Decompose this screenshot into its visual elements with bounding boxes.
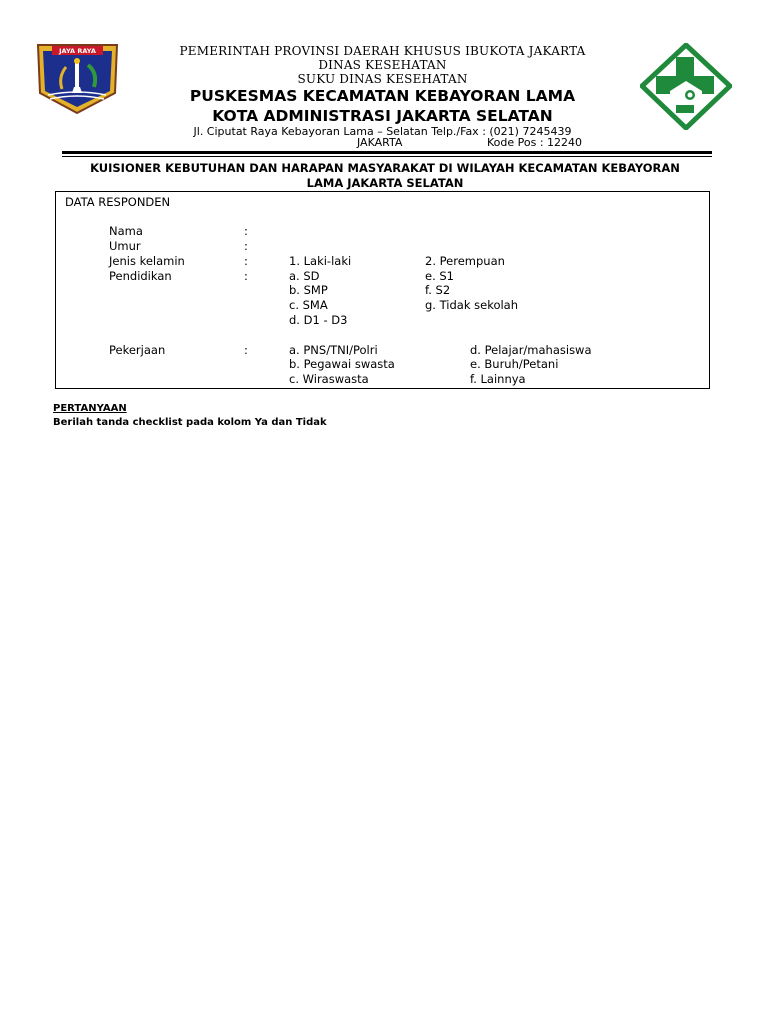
field-colon: : xyxy=(244,343,248,357)
questionnaire-title-line1: KUISIONER KEBUTUHAN DAN HARAPAN MASYARAKAT DI WILAYAH KECAMATAN KEBAYORAN xyxy=(90,161,680,175)
questionnaire-title-line2: LAMA JAKARTA SELATAN xyxy=(306,176,464,190)
header-address: Jl. Ciputat Raya Kebayoran Lama – Selatan Telp./Fax : (021) 7245439 xyxy=(193,125,572,138)
header-department: DINAS KESEHATAN xyxy=(318,58,447,72)
education-option[interactable]: b. SMP xyxy=(289,283,328,297)
education-option[interactable]: f. S2 xyxy=(425,283,451,297)
gender-option[interactable]: 2. Perempuan xyxy=(425,254,505,268)
field-colon: : xyxy=(244,239,248,253)
respondent-heading: DATA RESPONDEN xyxy=(65,195,171,209)
education-option[interactable]: c. SMA xyxy=(289,298,328,312)
education-option[interactable]: g. Tidak sekolah xyxy=(425,298,519,312)
job-option[interactable]: c. Wiraswasta xyxy=(289,372,369,386)
job-option[interactable]: e. Buruh/Petani xyxy=(470,357,559,371)
header-subdepartment: SUKU DINAS KESEHATAN xyxy=(297,72,468,86)
field-colon: : xyxy=(244,224,248,238)
field-label-nama: Nama xyxy=(109,224,143,238)
field-colon: : xyxy=(244,269,248,283)
header-government: PEMERINTAH PROVINSI DAERAH KHUSUS IBUKOTA JAKARTA xyxy=(179,44,586,58)
field-label-pendidikan: Pendidikan xyxy=(109,269,172,283)
field-label-pekerjaan: Pekerjaan xyxy=(109,343,166,357)
questions-instruction: Berilah tanda checklist pada kolom Ya dan Tidak xyxy=(53,417,327,428)
job-option[interactable]: f. Lainnya xyxy=(470,372,526,386)
respondent-data-box xyxy=(55,191,710,389)
header-city-name: JAKARTA xyxy=(357,136,403,149)
job-option[interactable]: d. Pelajar/mahasiswa xyxy=(470,343,592,357)
job-option[interactable]: b. Pegawai swasta xyxy=(289,357,395,371)
field-label-umur: Umur xyxy=(109,239,141,253)
header-rule-thin xyxy=(62,156,712,157)
education-option[interactable]: a. SD xyxy=(289,269,320,283)
job-option[interactable]: a. PNS/TNI/Polri xyxy=(289,343,378,357)
header-rule-thick xyxy=(62,151,712,154)
field-colon: : xyxy=(244,254,248,268)
education-option[interactable]: e. S1 xyxy=(425,269,455,283)
header-postal-code: Kode Pos : 12240 xyxy=(487,136,583,149)
health-cross-icon xyxy=(640,43,732,130)
gender-option[interactable]: 1. Laki-laki xyxy=(289,254,352,268)
header-city: KOTA ADMINISTRASI JAKARTA SELATAN xyxy=(212,107,553,125)
logo-banner-text: JAYA RAYA xyxy=(59,47,96,55)
questions-heading: PERTANYAAN xyxy=(53,403,127,414)
education-option[interactable]: d. D1 - D3 xyxy=(289,313,348,327)
field-label-jenis-kelamin: Jenis kelamin xyxy=(109,254,185,268)
jakarta-emblem-icon xyxy=(36,43,119,115)
header-puskesmas: PUSKESMAS KECAMATAN KEBAYORAN LAMA xyxy=(189,87,576,105)
